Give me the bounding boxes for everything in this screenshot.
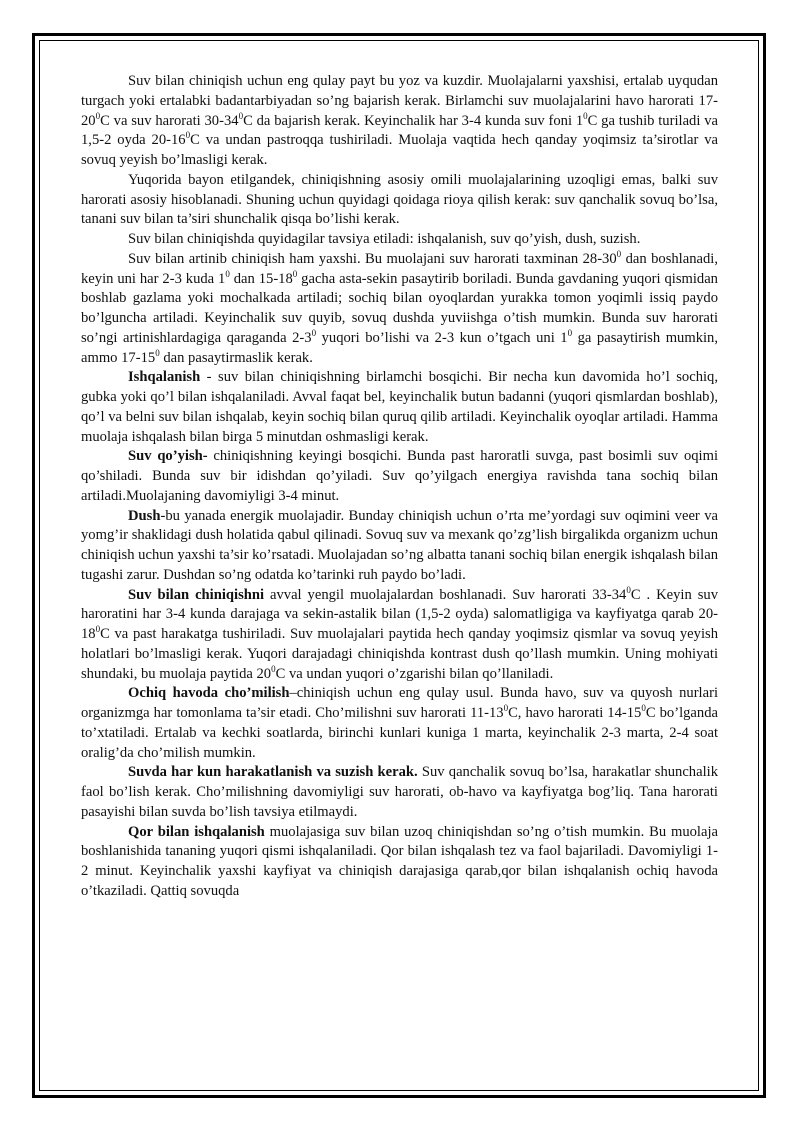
text-run: C . Keyin suv haroratini har 3-4 kunda darajaga va sekin-astalik bilan (1,5-2 oyda) salomatligiga va kayfiyatga qarab 20-18 [81, 586, 719, 642]
text-run: C ga tushib turiladi va 1,5-2 oyda 20-16 [81, 112, 718, 149]
text-run: dan boshlanadi, keyin uni har 2-3 kuda 1 [81, 250, 718, 287]
text-run: Suv qanchalik sovuq bo’lsa, harakatlar shunchalik faol bo’lish kerak. Cho’milishning davomiyligi suv harorati, ob-havo va kayfiyatga bog’liq. Tana harorati pasayishi bilan suvda bo’lish tavsiya etilmaydi. [81, 764, 718, 820]
text-run: - suv bilan chiniqishning birlamchi bosqichi. Bir necha kun davomida ho’l sochiq, gubka yoki qo’l bilan ishqalaniladi. Avval faqat bel, keyinchalik butun badanni (yuqori qismlardan boshlab), qo’l va belni suv bilan ishqalab, keyin sochiq bilan quruq qilib artiladi. Keyinchalik oyoqlar artiladi. Hamma muolaja ishqalash bilan birga 5 minutdan oshmasligi kerak. [81, 369, 718, 445]
text-run: dan 15-18 [229, 270, 293, 287]
paragraph [81, 250, 718, 369]
bold-term: Suv qo’yish- [128, 448, 208, 465]
superscript: 0 [185, 130, 191, 141]
superscript: 0 [225, 268, 230, 279]
superscript: 0 [155, 347, 160, 358]
superscript: 0 [567, 327, 573, 338]
superscript: 0 [583, 110, 588, 121]
text-run: yuqori bo’lishi va 2-3 kun o’tgach uni 1 [316, 329, 568, 346]
paragraph [81, 507, 718, 586]
superscript: 0 [95, 110, 101, 121]
superscript: 0 [95, 624, 101, 635]
bold-term: Qor bilan ishqalanish [128, 823, 265, 840]
paragraph [81, 447, 718, 506]
text-run: C va undan pastroqqa tushiriladi. Muolaja vaqtida hech qanday yoqimsiz ta’sirotlar va sovuq yeyish bo’lmasligi kerak. [81, 132, 718, 168]
text-run: ga pasaytirish mumkin, ammo 17-15 [81, 329, 718, 366]
superscript: 0 [626, 584, 631, 595]
text-run: C, havo harorati 14-15 [508, 705, 642, 721]
text-run: C da bajarish kerak. Keyinchalik har 3-4 kunda suv foni 1 [243, 112, 584, 129]
superscript: 0 [641, 703, 646, 714]
text-run: Suv bilan chiniqishda quyidagilar tavsiya etiladi: ishqalanish, suv qo’yish, dush, suzish. [128, 231, 641, 247]
text-run: dan pasaytirmaslik kerak. [159, 349, 313, 366]
paragraph [81, 368, 718, 447]
paragraph [81, 684, 718, 763]
bold-term: Suv bilan chiniqishni [128, 586, 265, 603]
bold-term: Suvda har kun harakatlanish va suzish kerak. [128, 764, 418, 781]
paragraph [81, 230, 718, 250]
text-run: C bo’lganda to’xtatiladi. Ertalab va kechki soatlarda, birinchi kunlari kuniga 1 marta, keyinchalik 2-3 marta, 2-4 soat oralig’da cho’milish mumkin. [81, 705, 718, 761]
text-run: gacha asta-sekin pasaytirib boriladi. Bunda gavdaning yuqori qismidan boshlab gazlama yoki mochalkada artiladi; sochiq bilan oyoqlardan yurakka tomon yoqimli issiq paydo bo’lguncha artiladi. Keyinchalik suv quyib, sovuq dushda yuviishga o’tish mumkin. Bunda suv harorati so’ngi artinishlardagiga qaraganda 2-3 [81, 270, 718, 346]
text-run: muolajasiga suv bilan uzoq chiniqishdan so’ng o’tish mumkin. Bu muolaja boshlanishida tananing yuqori qismi ishqalaniladi. Qor bilan ishqalash tez va faol bajariladi. Davomiyligi 1-2 minut. Keyinchalik yaxshi kayfiyat va chiniqish darajasiga qarab,qor bilan ishqalanish ochiq havoda o’tkaziladi. Qattiq sovuqda [81, 823, 718, 899]
superscript: 0 [292, 268, 298, 279]
bold-term: Ishqalanish [128, 369, 201, 386]
paragraph [81, 586, 718, 685]
document-body [81, 72, 718, 902]
text-run: Yuqorida bayon etilgandek, chiniqishning asosiy omili muolajalarining uzoqligi emas, balki suv harorati asosiy hisoblanadi. Shuning uchun quyidagi qoidaga rioya qilish kerak: suv qanchalik sovuq bo’lsa, tanani suv bilan ta’siri shunchalik qisqa bo’lishi kerak. [81, 171, 718, 228]
paragraph [81, 763, 718, 822]
superscript: 0 [503, 703, 509, 714]
paragraph [81, 823, 718, 902]
text-run: C va undan yuqori o’zgarishi bilan qo’llaniladi. [275, 665, 554, 682]
text-run: avval yengil muolajalardan boshlanadi. Suv harorati 33-34 [264, 586, 627, 603]
text-run: Suv bilan chiniqish uchun eng qulay payt bu yoz va kuzdir. Muolajalarni yaxshisi, ertalab uyqudan turgach yoki ertalabki badantarbiyadan so’ng bajarish kerak. Birlamchi suv muolajalarini havo harorati 17-20 [81, 73, 718, 129]
text-run: C va past harakatga tushiriladi. Suv muolajalari paytida hech qanday yoqimsiz qismlar va sovuq yeyish holatlari bo’lmasligi kerak. Yuqori darajadagi chiniqishda kontrast dush qo’llash mumkin. Uning mohiyati shundaki, bu muolaja paytida 20 [81, 626, 718, 682]
paragraph [81, 72, 718, 171]
text-run: chiniqishning keyingi bosqichi. Bunda past haroratli suvga, past bosimli suv oqimi qo’shiladi. Bunda suv bir idishdan qo’yiladi. Suv qo’yilgach energiya ravishda tana sochiq bilan artiladi.Muolajaning davomiyligi 3-4 minut. [81, 448, 718, 504]
paragraph [81, 171, 718, 230]
text-run: -bu yanada energik muolajadir. Bunday chiniqish uchun o’rta me’yordagi suv oqimini veer va yomg’ir shaklidagi dush holatida qabul qilinadi. Sovuq suv va mexank qo’zg’lish birgalikda organizm uchun chiniqish uchun yaxshi ta’sir ko’rsatadi. Muolajadan so’ng albatta tanani sochiq bilan energik ishqalash bilan tugashi zarur. Dushdan so’ng odatda ko’tarinki ruh paydo bo’ladi. [81, 507, 718, 583]
superscript: 0 [271, 663, 276, 674]
text-run: C va suv harorati 30-34 [100, 112, 239, 129]
superscript: 0 [616, 248, 622, 259]
text-run: –chiniqish uchun eng qulay usul. Bunda havo, suv va quyosh nurlari organizmga har tomonlama ta’sir etadi. Cho’milishni suv harorati 11-13 [81, 685, 719, 721]
superscript: 0 [311, 327, 317, 338]
bold-term: Ochiq havoda cho’milish [128, 685, 290, 702]
text-run: Suv bilan artinib chiniqish ham yaxshi. Bu muolajani suv harorati taxminan 28-30 [128, 250, 617, 267]
bold-term: Dush [128, 507, 161, 524]
superscript: 0 [238, 110, 244, 121]
